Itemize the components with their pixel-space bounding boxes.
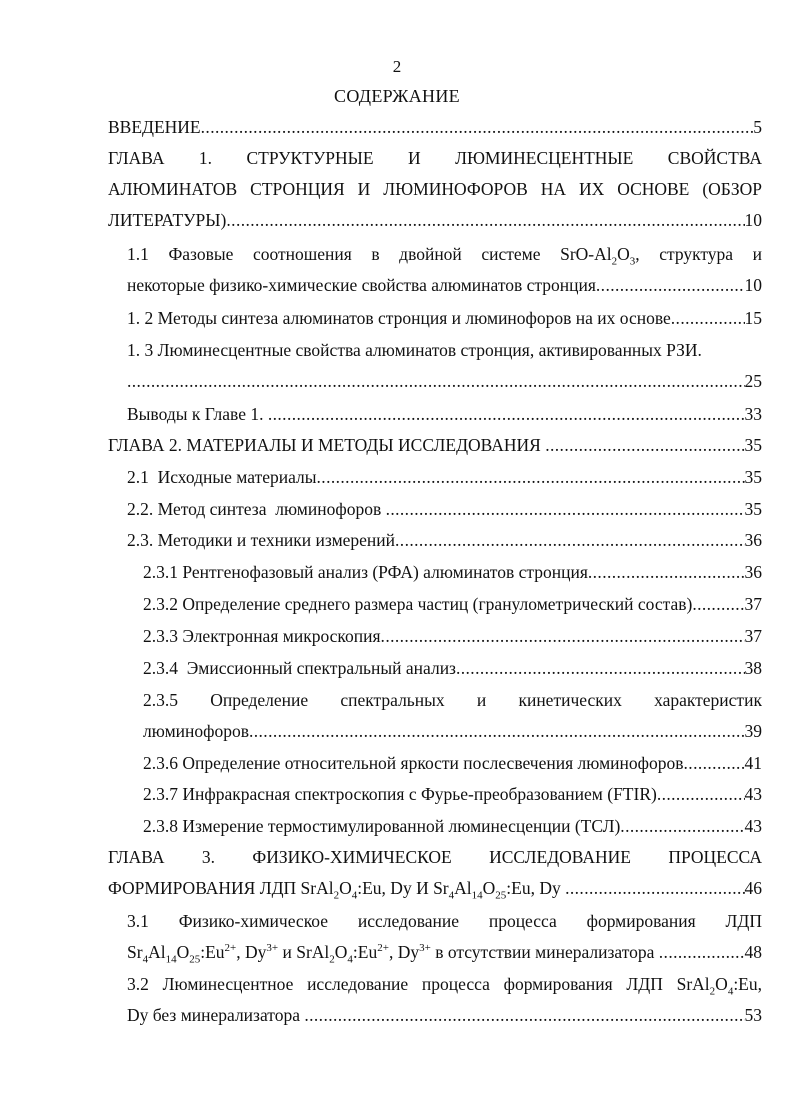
toc-leader-dots — [620, 811, 744, 842]
toc-leader-dots — [692, 589, 744, 620]
toc-entry-text: 1. 3 Люминесцентные свойства алюминатов стронция, активированных РЗИ. — [127, 340, 702, 360]
toc-entry-section-2-3-4[interactable] — [143, 653, 762, 684]
toc-entry-section-3-2[interactable] — [127, 969, 762, 1031]
toc-page-number: 10 — [744, 210, 762, 230]
toc-entry-text: 3.2 Люминесцентное исследование процесса формирования ЛДП $SrAl_2O_4:Eu$, — [127, 974, 762, 998]
toc-entry-text: ЛИТЕРАТУРЫ) — [108, 210, 227, 230]
toc-page-number: 41 — [744, 753, 762, 773]
toc-leader-dots — [657, 779, 745, 810]
toc-leader-dots — [456, 653, 745, 684]
toc-leader-dots — [127, 366, 745, 397]
toc-entry-section-2-3-7[interactable] — [143, 779, 762, 810]
toc-entry-text: люминофоров — [143, 721, 249, 741]
toc-entry-text: ГЛАВА 3. ФИЗИКО-ХИМИЧЕСКОЕ ИССЛЕДОВАНИЕ ПРОЦЕССА — [108, 847, 762, 867]
toc-page-number: 37 — [744, 626, 762, 646]
toc-leader-dots — [304, 1000, 744, 1031]
toc-entry-section-2-3-3[interactable] — [143, 621, 762, 652]
toc-entry-text: 1.1 Фазовые соотношения в двойной системе SrO-$Al_2O_3$, структура и — [127, 244, 762, 268]
toc-entry-text: Выводы к Главе 1. — [127, 404, 268, 424]
toc-entry-text: 2.3. Методики и техники измерений — [127, 530, 396, 550]
toc-leader-dots — [201, 112, 754, 143]
toc-entry-text: ГЛАВА 2. МАТЕРИАЛЫ И МЕТОДЫ ИССЛЕДОВАНИЯ — [108, 435, 546, 455]
toc-page-number: 37 — [744, 594, 762, 614]
toc-entry-text: ВВЕДЕНИЕ — [108, 117, 201, 137]
toc-leader-dots — [381, 621, 745, 652]
toc-leader-dots — [545, 430, 744, 461]
toc-entry-text: 2.3.5 Определение спектральных и кинетических характеристик — [143, 690, 762, 710]
toc-entry-text: 2.3.3 Электронная микроскопия — [143, 626, 381, 646]
toc-page-number: 33 — [744, 404, 762, 424]
toc-entry-introduction[interactable] — [108, 112, 762, 143]
toc-entry-section-2-3-6[interactable] — [143, 748, 762, 779]
toc-entry-text: 2.3.4 Эмиссионный спектральный анализ — [143, 658, 456, 678]
toc-entry-chapter-3[interactable] — [108, 842, 762, 904]
toc-entry-text: 2.3.1 Рентгенофазовый анализ (РФА) алюминатов стронция — [143, 562, 588, 582]
toc-entry-text: 2.3.6 Определение относительной яркости послесвечения люминофоров — [143, 753, 684, 773]
toc-leader-dots — [588, 557, 745, 588]
toc-leader-dots — [317, 462, 745, 493]
toc-page-number: 36 — [744, 562, 762, 582]
toc-entry-section-2-1[interactable] — [127, 462, 762, 493]
toc-page-number: 35 — [744, 499, 762, 519]
toc-entry-text: ГЛАВА 1. СТРУКТУРНЫЕ И ЛЮМИНЕСЦЕНТНЫЕ СВОЙСТВА — [108, 148, 762, 168]
toc-entry-chapter-2[interactable] — [108, 430, 762, 461]
toc-entry-section-2-3-5[interactable] — [143, 685, 762, 747]
toc-page-number: 46 — [744, 878, 762, 898]
page-title: СОДЕРЖАНИЕ — [334, 86, 460, 106]
toc-page-number: 15 — [744, 308, 762, 328]
toc-page-number: 10 — [744, 275, 762, 295]
toc-page-number: 38 — [744, 658, 762, 678]
toc-entry-text: ФОРМИРОВАНИЯ ЛДП $SrAl_2O_4:Eu$, Dy И $Sr_4Al_{14}O_{25}:Eu$, Dy — [108, 878, 566, 902]
toc-entry-section-1-2[interactable] — [127, 303, 762, 334]
toc-page-number: 43 — [744, 784, 762, 804]
toc-leader-dots — [226, 205, 744, 236]
toc-leader-dots — [386, 494, 745, 525]
toc-entry-text: 3.1 Физико-химическое исследование процесса формирования ЛДП — [127, 911, 762, 931]
toc-page-number: 53 — [744, 1005, 762, 1025]
toc-entry-text: 2.3.7 Инфракрасная спектроскопия с Фурье-преобразованием (FTIR) — [143, 784, 657, 804]
toc-entry-text: 2.3.2 Определение среднего размера частиц (гранулометрический состав) — [143, 594, 693, 614]
toc-page-number: 39 — [744, 721, 762, 741]
toc-leader-dots — [684, 748, 745, 779]
toc-entry-text: $Sr_4Al_{14}O_{25}:Eu^{2+}$, $Dy^{3+}$ и $SrAl_2O_4:Eu^{2+}$, $Dy^{3+}$ в отсутствии минерализатора — [127, 942, 659, 966]
toc-entry-text: 2.3.8 Измерение термостимулированной люминесценции (ТСЛ) — [143, 816, 621, 836]
toc-entry-section-2-3-2[interactable] — [143, 589, 762, 620]
toc-entry-section-2-3[interactable] — [127, 525, 762, 556]
toc-leader-dots — [596, 270, 745, 301]
toc-entry-text: некоторые физико-химические свойства алюминатов стронция — [127, 275, 596, 295]
page-number: 2 — [392, 57, 402, 76]
toc-entry-section-1-3[interactable] — [127, 335, 762, 397]
toc-leader-dots — [671, 303, 745, 334]
toc-entry-text: Dy без минерализатора — [127, 1005, 305, 1025]
toc-entry-section-2-3-8[interactable] — [143, 811, 762, 842]
toc-entry-text: АЛЮМИНАТОВ СТРОНЦИЯ И ЛЮМИНОФОРОВ НА ИХ ОСНОВЕ (ОБЗОР — [108, 179, 762, 199]
toc-page-number: 5 — [753, 117, 762, 137]
toc-page-number: 36 — [744, 530, 762, 550]
toc-entry-text: 1. 2 Методы синтеза алюминатов стронция и люминофоров на их основе — [127, 308, 671, 328]
toc-entry-section-3-1[interactable] — [127, 906, 762, 968]
toc-entry-section-1-1[interactable] — [127, 239, 762, 301]
toc-entry-section-2-3-1[interactable] — [143, 557, 762, 588]
toc-page-number: 35 — [744, 467, 762, 487]
toc-leader-dots — [395, 525, 744, 556]
toc-entry-text: 2.1 Исходные материалы — [127, 467, 317, 487]
toc-entry-section-2-2[interactable] — [127, 494, 762, 525]
toc-leader-dots — [249, 716, 745, 747]
toc-entry-text: 2.2. Метод синтеза люминофоров — [127, 499, 386, 519]
toc-leader-dots — [565, 873, 744, 904]
toc-page-number: 25 — [744, 371, 762, 391]
toc-page-number: 43 — [744, 816, 762, 836]
toc-leader-dots — [659, 937, 745, 968]
toc-entry-chapter-1[interactable] — [108, 143, 762, 236]
toc-page-number: 48 — [744, 942, 762, 962]
toc-entry-chapter-1-conclusions[interactable] — [127, 399, 762, 430]
toc-leader-dots — [268, 399, 745, 430]
toc-page-number: 35 — [744, 435, 762, 455]
